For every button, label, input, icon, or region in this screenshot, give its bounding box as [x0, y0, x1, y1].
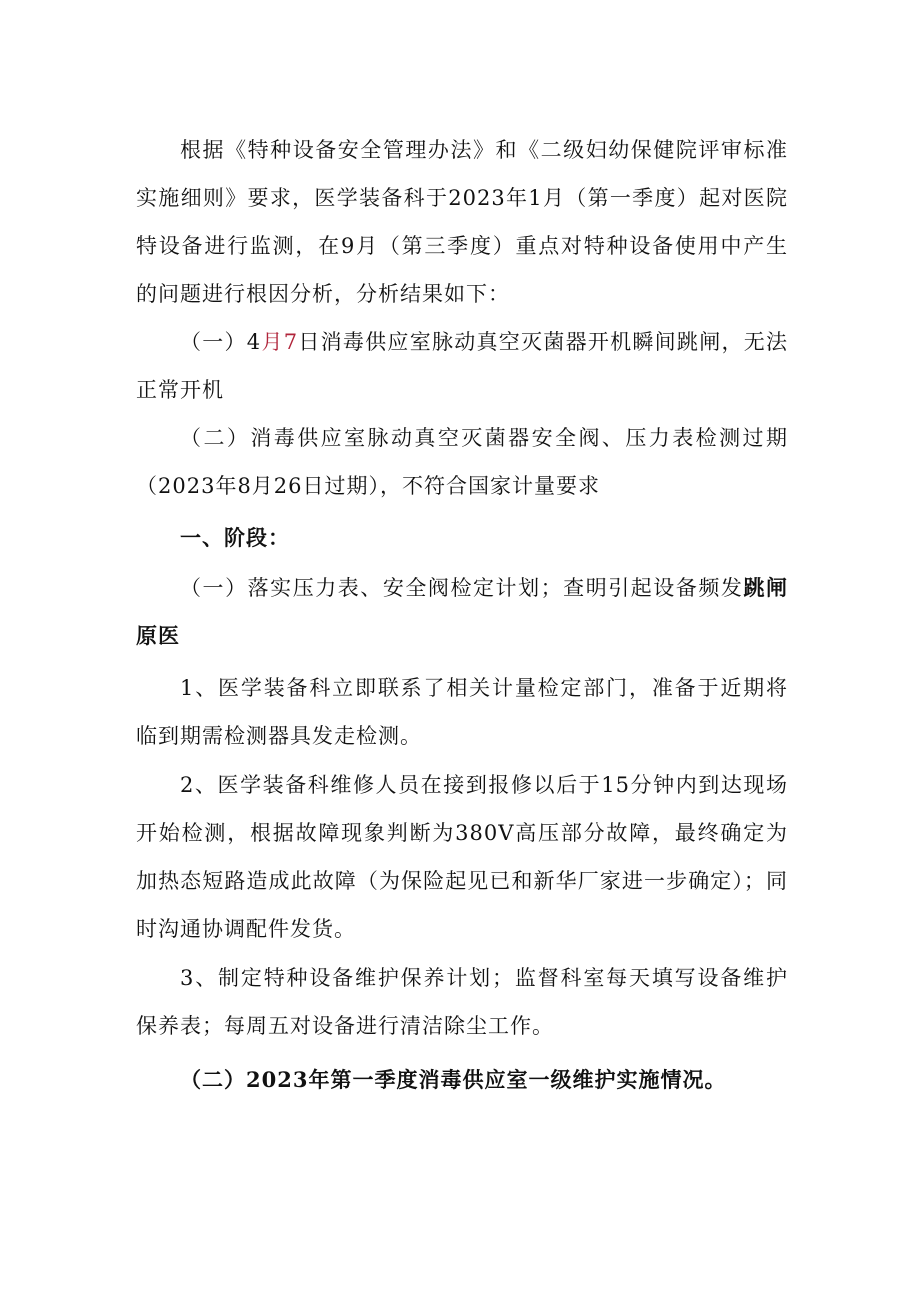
issue-item-1-text: 日消毒供应室脉动真空灭菌器开机瞬间跳闸，无法正常开机 — [136, 330, 788, 402]
issue-item-1-prefix: （一）4 — [180, 330, 262, 354]
stage-1-bold-text: 跳闸原医 — [136, 575, 789, 648]
issue-item-1 — [136, 318, 788, 414]
stage-1-heading — [136, 564, 788, 660]
issue-item-2: （二）消毒供应室脉动真空灭菌器安全阀、压力表检测过期（2023年8月26日过期），不符合国家计量要求 — [136, 426, 788, 498]
intro-paragraph: 根据《特种设备安全管理办法》和《二级妇幼保健院评审标准实施细则》要求，医学装备科于2023年1月（第一季度）起对医院特设备进行监测，在9月（第三季度）重点对特种设备使用中产生的问题进行根因分析，分析结果如下： — [136, 138, 788, 306]
stage-2-heading: （二）2023年第一季度消毒供应室一级维护实施情况。 — [180, 1067, 727, 1092]
issue-item-1-day: 7 — [283, 330, 299, 354]
issue-item-1-month: 月 — [261, 330, 284, 354]
step-2: 2、医学装备科维修人员在接到报修以后于15分钟内到达现场开始检测，根据故障现象判断为380V高压部分故障，最终确定为加热态短路造成此故障（为保险起见已和新华厂家进一步确定）；同时沟通协调配件发货。 — [136, 773, 788, 941]
step-1: 1、医学装备科立即联系了相关计量检定部门，准备于近期将临到期需检测器具发走检测。 — [136, 676, 788, 748]
stage-1-text: （一）落实压力表、安全阀检定计划；查明引起设备频发 — [180, 576, 744, 600]
section-heading: 一、阶段： — [180, 525, 290, 550]
step-3: 3、制定特种设备维护保养计划；监督科室每天填写设备维护保养表；每周五对设备进行清洁除尘工作。 — [136, 966, 788, 1038]
